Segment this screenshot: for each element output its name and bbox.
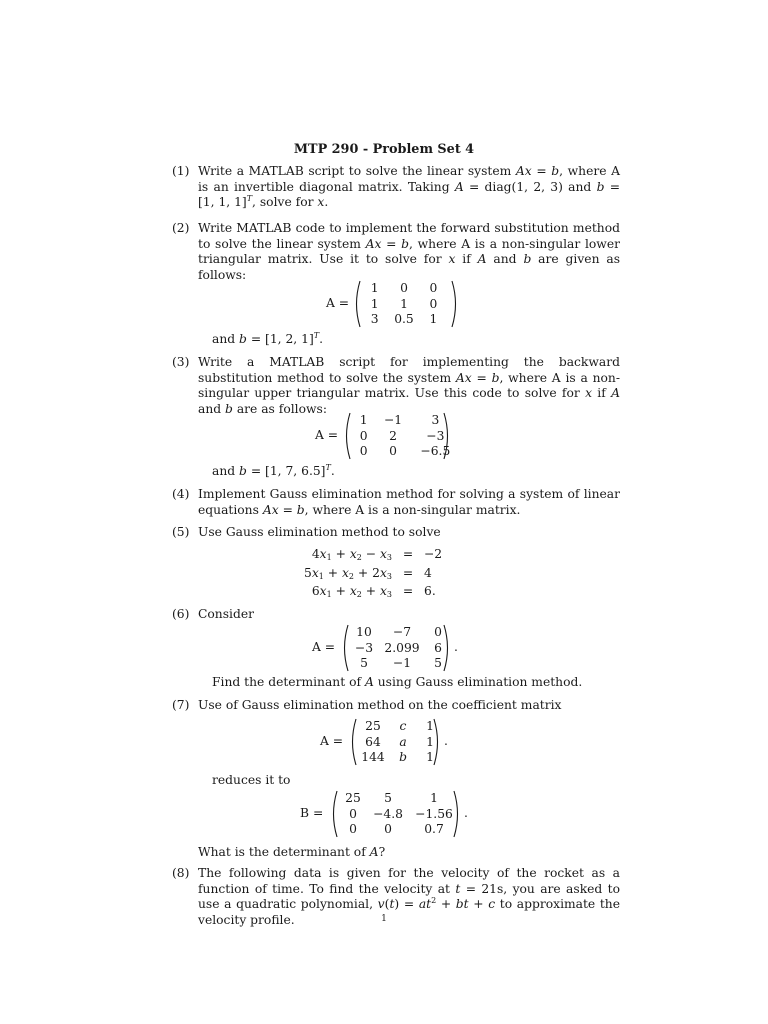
matrix-cell: 3	[431, 413, 440, 427]
matrix-cell: 0	[349, 822, 357, 836]
problem-4	[172, 487, 620, 518]
matrix-consider	[312, 624, 472, 672]
matrix-cell: 1	[400, 296, 408, 311]
matrix-label: B =	[300, 806, 324, 820]
problem-text: The following data is given for the velocity of the rocket as a function of time. To find the velocity at t = 21s, you are asked to use a quadratic polynomial, $v(t) = at^2$ + bt + c to approximate the velocity profile.	[198, 866, 621, 927]
matrix-row	[362, 297, 446, 313]
right-paren-icon	[452, 790, 462, 838]
problem-number: (1)	[172, 164, 190, 178]
problem-number: (2)	[172, 221, 190, 235]
matrix-cell: −4.8	[373, 806, 403, 821]
matrix-table	[339, 791, 459, 838]
equation-lhs: $6x_1 + x_2 + x_3$	[311, 584, 392, 599]
matrix-row	[339, 822, 459, 838]
problem-number: (4)	[172, 487, 190, 501]
problem-text: Use of Gauss elimination method on the coefficient matrix	[198, 698, 562, 712]
matrix-cell: −6.5	[420, 444, 451, 458]
matrix-cell: 10	[356, 625, 372, 639]
matrix-cell: 1	[426, 719, 434, 733]
problem-5	[172, 525, 620, 541]
problem-1	[172, 164, 620, 211]
matrix-cell: 0	[434, 625, 442, 639]
equation-rhs: 6.	[424, 584, 436, 598]
matrix-cell: 25	[345, 791, 361, 805]
problem-7	[172, 698, 620, 714]
matrix-cell: 0	[429, 281, 438, 295]
left-paren-icon	[348, 718, 358, 766]
problem-6-question: Find the determinant of A using Gauss elimination method.	[212, 675, 583, 689]
problem-number: (8)	[172, 866, 190, 880]
matrix-cell: 144	[361, 750, 385, 764]
right-paren-icon	[432, 718, 442, 766]
matrix-cell: c	[399, 719, 407, 733]
equation-row	[304, 545, 442, 564]
matrix-cell: 3	[370, 312, 379, 326]
matrix-cell: 0	[389, 444, 397, 458]
problem-3	[172, 355, 620, 417]
matrix-row	[358, 719, 442, 735]
matrix-upper-triangular	[315, 412, 460, 460]
matrix-cell: −3	[354, 640, 374, 655]
matrix-cell: 1	[426, 734, 434, 749]
page-number: 1	[381, 914, 387, 924]
matrix-cell: 1	[370, 296, 379, 311]
matrix-row	[362, 281, 446, 297]
matrix-reduced	[300, 790, 475, 838]
matrix-cell: 1	[359, 413, 368, 427]
matrix-cell: 0	[384, 822, 392, 836]
problem-text: Write MATLAB code to implement the forward substitution method to solve the linear system Ax = b, where A is a non-singular lower triangular matrix. Use it to solve for x if A and b are given as follows:	[198, 221, 620, 282]
matrix-period: .	[444, 734, 448, 748]
matrix-cell: 5	[384, 791, 392, 805]
matrix-table	[350, 625, 450, 672]
matrix-label: A =	[320, 734, 344, 748]
matrix-row	[358, 735, 442, 751]
problem-2	[172, 221, 620, 283]
matrix-cell: 0.7	[424, 822, 444, 836]
matrix-row	[339, 791, 459, 807]
matrix-cell: 1	[430, 791, 438, 805]
problem-text: Consider	[198, 607, 255, 621]
matrix-cell: 5	[360, 656, 368, 670]
problem-6	[172, 607, 620, 623]
matrix-row	[350, 625, 450, 641]
equation-row	[304, 564, 442, 583]
matrix-cell: 1	[370, 281, 379, 295]
equation-lhs: $4x_1 + x_2 - x_3$	[311, 547, 392, 562]
matrix-cell: b	[399, 750, 407, 764]
matrix-cell: 0	[400, 281, 408, 295]
matrix-cell: 2.099	[384, 640, 420, 655]
matrix-cell: 0	[429, 296, 438, 311]
page-title: MTP 290 - Problem Set 4	[293, 142, 475, 157]
problem-7-middle-text: reduces it to	[212, 773, 291, 787]
equation-row	[304, 582, 442, 601]
matrix-row	[350, 656, 450, 672]
equation-lhs: $5x_1 + x_2 + 2x_3$	[304, 565, 392, 581]
problem-number: (3)	[172, 355, 190, 369]
matrix-cell: 1	[426, 750, 434, 764]
equation-system	[304, 545, 442, 601]
matrix-period: .	[454, 640, 458, 654]
problem-2-vector-b: and b = [1, 2, 1]$^T$.	[212, 331, 324, 346]
matrix-cell: 0.5	[394, 312, 414, 326]
matrix-cell: 0	[359, 444, 368, 458]
matrix-cell: −1	[383, 413, 403, 427]
left-paren-icon	[329, 790, 339, 838]
problem-7-question: What is the determinant of A?	[198, 845, 386, 859]
matrix-cell: 5	[434, 656, 442, 670]
matrix-row	[358, 750, 442, 766]
problem-text: Use Gauss elimination method to solve	[198, 525, 441, 539]
matrix-period: .	[464, 806, 468, 820]
matrix-cell: −1.56	[415, 806, 453, 821]
matrix-label: A =	[315, 428, 339, 442]
equation-relation: =	[402, 565, 414, 580]
matrix-cell: −3	[426, 428, 445, 443]
matrix-label: A =	[312, 640, 336, 654]
matrix-lower-triangular	[326, 280, 446, 328]
equation-relation: =	[402, 584, 414, 598]
matrix-cell: a	[399, 734, 407, 749]
matrix-coefficient	[320, 718, 455, 766]
problem-3-vector-b: and b = [1, 7, 6.5]$^T$.	[212, 463, 335, 478]
matrix-cell: −7	[392, 625, 412, 639]
matrix-cell: 25	[365, 719, 381, 733]
right-paren-icon	[450, 280, 460, 328]
matrix-cell: 1	[429, 312, 438, 326]
problem-number: (5)	[172, 525, 190, 539]
equation-relation: =	[402, 547, 414, 561]
equation-rhs: 4	[424, 565, 432, 580]
right-paren-icon	[442, 412, 452, 460]
matrix-cell: 64	[365, 734, 381, 749]
matrix-cell: 0	[359, 428, 368, 443]
matrix-cell: 2	[389, 428, 397, 443]
problem-number: (7)	[172, 698, 190, 712]
matrix-cell: 6	[434, 640, 442, 655]
matrix-label: A =	[326, 296, 350, 310]
problem-text: Write a MATLAB script to solve the linear system Ax = b, where A is an invertible diagonal matrix. Taking A = diag(1, 2, 3) and b = [1, 1, 1]$^T$, solve for x.	[198, 164, 620, 210]
left-paren-icon	[342, 412, 352, 460]
right-paren-icon	[442, 624, 452, 672]
matrix-table	[362, 281, 446, 328]
problem-text: Write a MATLAB script for implementing the backward substitution method to solve the system Ax = b, where A is a non-singular upper triangular matrix. Use this code to solve for x if A and b are as follows:	[198, 355, 620, 416]
equation-rhs: −2	[424, 547, 443, 561]
matrix-table	[358, 719, 442, 766]
matrix-row	[339, 807, 459, 823]
problem-number: (6)	[172, 607, 190, 621]
matrix-row	[350, 641, 450, 657]
matrix-row	[362, 312, 446, 328]
left-paren-icon	[352, 280, 362, 328]
problem-text: Implement Gauss elimination method for solving a system of linear equations Ax = b, where A is a non-singular matrix.	[198, 487, 620, 517]
matrix-cell: 0	[349, 806, 357, 821]
matrix-cell: −1	[392, 656, 412, 670]
left-paren-icon	[340, 624, 350, 672]
